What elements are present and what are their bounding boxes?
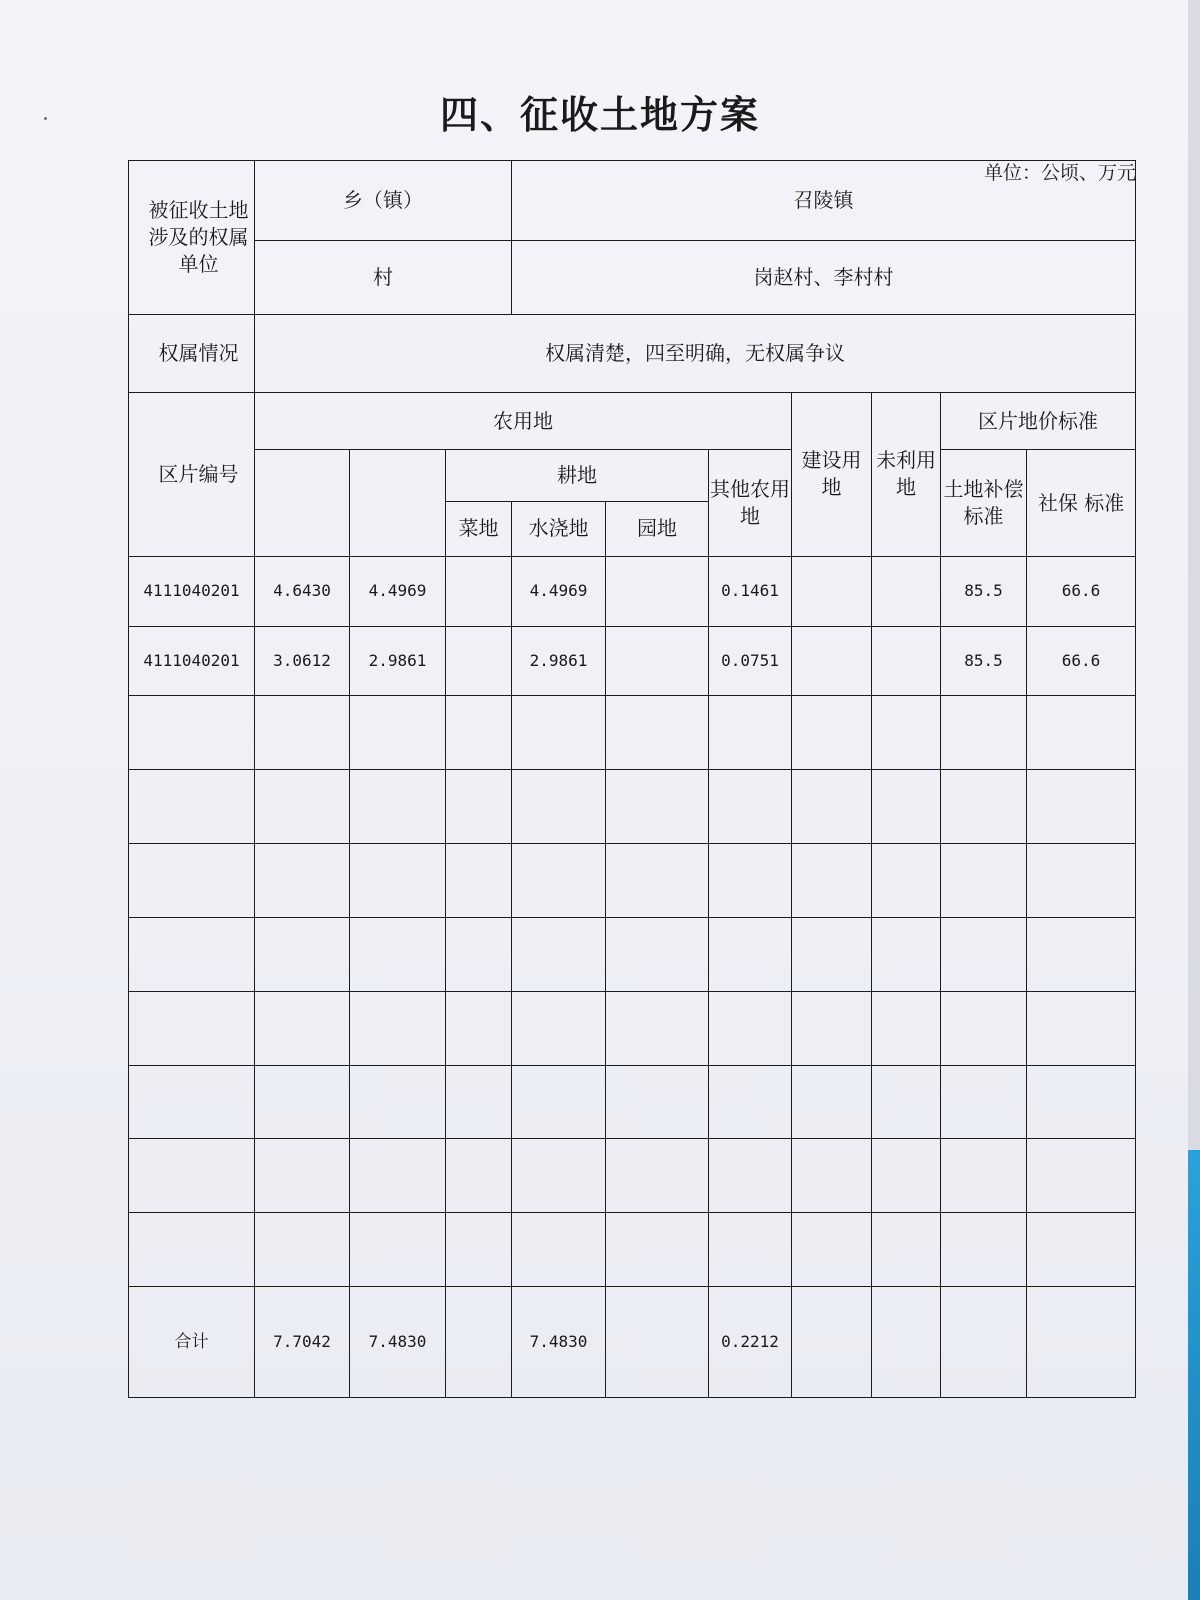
empty-row <box>129 696 1136 770</box>
arable-total-header <box>350 450 446 557</box>
land-comp-header: 土地补偿标准 <box>941 450 1027 557</box>
construction-cell <box>792 556 872 626</box>
other-agri-cell: 0.0751 <box>709 626 792 696</box>
zone-code-cell: 4111040201 <box>129 626 255 696</box>
land-comp-cell: 85.5 <box>941 556 1027 626</box>
irrigated-header: 水浇地 <box>512 501 606 556</box>
agri-total-cell: 3.0612 <box>255 626 350 696</box>
total-agri-cell: 7.7042 <box>255 1287 350 1398</box>
ownership-status-value: 权属清楚，四至明确，无权属争议 <box>255 314 1136 392</box>
garden-header: 园地 <box>606 501 709 556</box>
zone-code-cell: 4111040201 <box>129 556 255 626</box>
land-comp-cell: 85.5 <box>941 626 1027 696</box>
empty-row <box>129 991 1136 1065</box>
construction-header: 建设用地 <box>792 392 872 556</box>
social-sec-cell: 66.6 <box>1027 626 1136 696</box>
empty-row <box>129 1213 1136 1287</box>
ownership-status-label: 权属情况 <box>129 314 255 392</box>
total-other-agri-cell: 0.2212 <box>709 1287 792 1398</box>
irrigated-cell: 4.4969 <box>512 556 606 626</box>
construction-cell <box>792 626 872 696</box>
unit-note: 单位：公顷、万元 <box>983 162 1136 184</box>
empty-row <box>129 1065 1136 1139</box>
social-sec-header: 社保 标准 <box>1027 450 1136 557</box>
social-sec-cell: 66.6 <box>1027 556 1136 626</box>
total-label: 合计 <box>129 1287 255 1398</box>
vegetable-header: 菜地 <box>446 501 512 556</box>
agri-total-header <box>255 450 350 557</box>
village-value: 岗赵村、李村村 <box>512 241 1136 315</box>
land-acquisition-table <box>128 160 1136 1398</box>
table-row <box>129 626 1136 696</box>
unused-cell <box>872 556 941 626</box>
other-agri-cell: 0.1461 <box>709 556 792 626</box>
background-edge <box>1188 1150 1200 1600</box>
zone-code-header: 区片编号 <box>129 392 255 556</box>
empty-row <box>129 917 1136 991</box>
table-row <box>129 556 1136 626</box>
other-agri-header: 其他农用地 <box>709 450 792 557</box>
total-row <box>129 1287 1136 1398</box>
empty-row <box>129 770 1136 844</box>
vegetable-cell <box>446 556 512 626</box>
header-row-1 <box>129 392 1136 449</box>
garden-cell <box>606 556 709 626</box>
town-row <box>129 161 1136 241</box>
village-row <box>129 241 1136 315</box>
agri-land-header: 农用地 <box>255 392 792 449</box>
total-unused-cell <box>872 1287 941 1398</box>
garden-cell <box>606 626 709 696</box>
price-standard-header: 区片地价标准 <box>941 392 1136 449</box>
total-irrigated-cell: 7.4830 <box>512 1287 606 1398</box>
irrigated-cell: 2.9861 <box>512 626 606 696</box>
empty-row <box>129 1139 1136 1213</box>
header-row-2 <box>129 450 1136 501</box>
village-label: 村 <box>255 241 512 315</box>
total-vegetable-cell <box>446 1287 512 1398</box>
total-garden-cell <box>606 1287 709 1398</box>
empty-row <box>129 844 1136 918</box>
arable-total-cell: 2.9861 <box>350 626 446 696</box>
total-social-sec-cell <box>1027 1287 1136 1398</box>
unused-cell <box>872 626 941 696</box>
ownership-status-row <box>129 314 1136 392</box>
agri-total-cell: 4.6430 <box>255 556 350 626</box>
total-arable-cell: 7.4830 <box>350 1287 446 1398</box>
total-construction-cell <box>792 1287 872 1398</box>
ownership-unit-label: 被征收土地涉及的权属单位 <box>129 161 255 315</box>
page-title: 四、征收土地方案 <box>439 92 760 137</box>
vegetable-cell <box>446 626 512 696</box>
arable-header: 耕地 <box>446 450 709 501</box>
arable-total-cell: 4.4969 <box>350 556 446 626</box>
unused-header: 未利用地 <box>872 392 941 556</box>
total-land-comp-cell <box>941 1287 1027 1398</box>
town-label: 乡（镇） <box>255 161 512 241</box>
town-value: 召陵镇 <box>512 161 1136 241</box>
